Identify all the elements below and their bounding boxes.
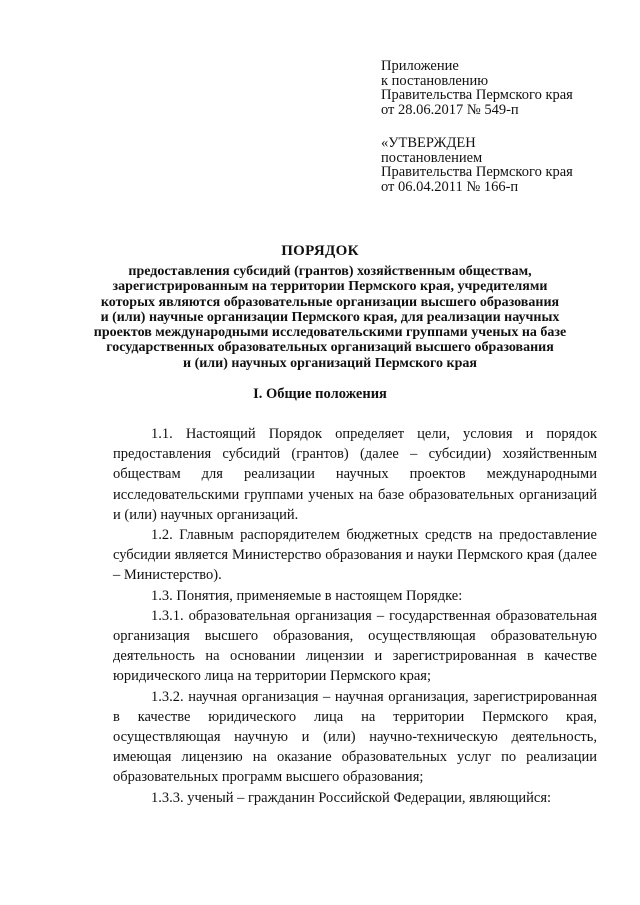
subtitle-line: проектов международными исследовательскими группами ученых на базе xyxy=(93,325,567,341)
section-heading: I. Общие положения xyxy=(253,386,387,402)
approval-line: постановлением xyxy=(381,149,483,166)
approval-line: «УТВЕРЖДЕН xyxy=(381,135,476,151)
subtitle-line: государственных образовательных организаций высшего образования xyxy=(106,340,554,356)
subtitle-line: предоставления субсидий (грантов) хозяйственным обществам, xyxy=(128,264,532,279)
appendix-line: Приложение xyxy=(381,58,459,74)
subtitle-line: и (или) научные организации Пермского края, для реализации научных xyxy=(100,309,560,325)
approval-line: Правительства Пермского края xyxy=(381,164,573,181)
paragraph-1-3: 1.3. Понятия, применяемые в настоящем Порядке: xyxy=(151,587,463,604)
paragraph-1-2: 1.2. Главным распорядителем бюджетных средств на предоставление субсидии является Министерство образования и науки Пермского края (далее – Министерство). xyxy=(113,527,597,584)
subtitle-line: и (или) научных организаций Пермского края xyxy=(183,355,477,371)
document-subtitle xyxy=(60,264,600,371)
appendix-line: Правительства Пермского края xyxy=(381,87,573,104)
approval-line: от 06.04.2011 № 166-п xyxy=(381,178,519,195)
paragraph-1-1: 1.1. Настоящий Порядок определяет цели, условия и порядок предоставления субсидий (грантов) (далее – субсидии) хозяйственным обществам для реализации научных проектов международными исследовательскими группами ученых на базе образовательных организаций и (или) научных организаций. xyxy=(113,426,597,523)
appendix-line: от 28.06.2017 № 549-п xyxy=(381,101,519,118)
paragraph-1-3-2: 1.3.2. научная организация – научная организация, зарегистрированная в качестве юридического лица на территории Пермского края, осуществляющая научную и (или) научно-техническую деятельность, имеющая лицензию на оказание образовательных услуг по реализации образовательных программ высшего образования; xyxy=(113,688,597,786)
document-title: ПОРЯДОК xyxy=(281,243,359,259)
paragraph-1-3-1: 1.3.1. образовательная организация – государственная образовательная организация высшего образования, осуществляющая образовательную деятельность на основании лицензии и зарегистрированная в качестве юридического лица на территории Пермского края; xyxy=(113,607,597,685)
subtitle-line: которых являются образовательные организации высшего образования xyxy=(100,294,560,310)
appendix-line: к постановлению xyxy=(381,72,489,89)
document-body xyxy=(113,424,597,808)
subtitle-line: зарегистрированным на территории Пермского края, учредителями xyxy=(112,279,548,295)
approval-block xyxy=(381,136,621,194)
appendix-block xyxy=(381,59,621,117)
paragraph-1-3-3: 1.3.3. ученый – гражданин Российской Федерации, являющийся: xyxy=(151,789,552,806)
